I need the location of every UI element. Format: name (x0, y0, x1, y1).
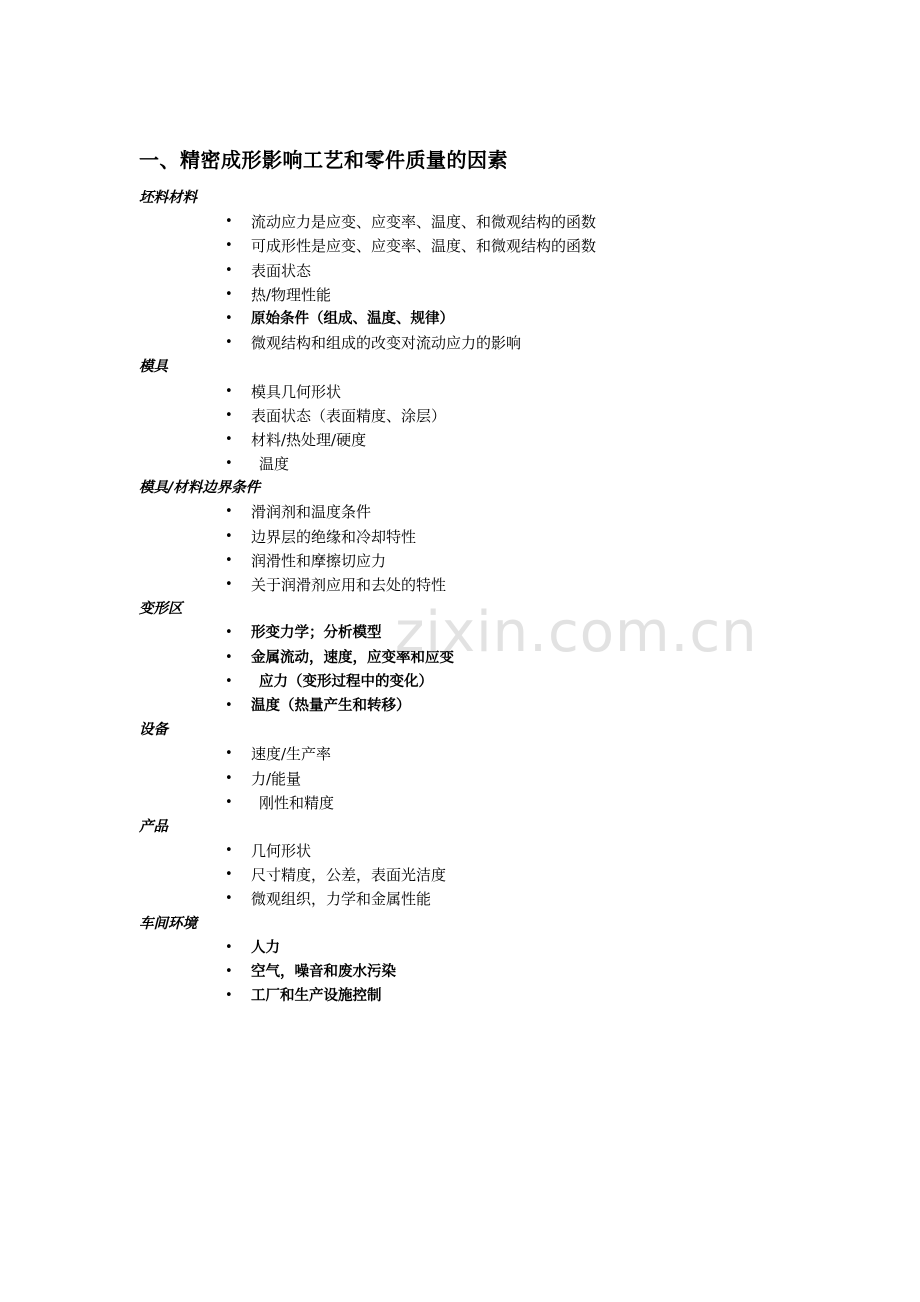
list-item (139, 887, 839, 911)
bullet-list (139, 210, 839, 355)
bullet-icon: • (225, 770, 233, 786)
section-heading: 模具 (139, 359, 168, 376)
list-item (139, 670, 839, 694)
watermark: zixin.com.cn (395, 600, 758, 665)
list-item (139, 621, 839, 645)
list-item (139, 549, 839, 573)
list-item-text: 流动应力是应变、应变率、温度、和微观结构的函数 (251, 213, 597, 232)
list-item (139, 259, 839, 283)
list-item-text: 应力（变形过程中的变化） (259, 673, 433, 690)
sections-container (139, 186, 839, 1008)
list-item-text: 边界层的绝缘和冷却特性 (251, 527, 417, 546)
section-heading: 模具/材料边界条件 (139, 480, 261, 497)
bullet-icon: • (225, 794, 233, 810)
bullet-icon: • (225, 625, 233, 641)
list-item (139, 791, 839, 815)
section-heading: 车间环境 (139, 915, 197, 932)
list-item (139, 331, 839, 355)
bullet-icon: • (225, 407, 233, 423)
bullet-icon: • (225, 867, 233, 883)
list-item (139, 984, 839, 1008)
list-item-text: 工厂和生产设施控制 (251, 988, 382, 1005)
bullet-icon: • (225, 286, 233, 302)
list-item-text: 表面状态（表面精度、涂层） (251, 406, 447, 425)
list-item (139, 863, 839, 887)
bullet-icon: • (225, 504, 233, 520)
bullet-icon: • (225, 746, 233, 762)
list-item-text: 空气，噪音和废水污染 (251, 964, 396, 980)
list-item-text: 温度 (259, 455, 290, 474)
list-item (139, 839, 839, 863)
document-body (139, 146, 839, 1008)
bullet-icon: • (225, 528, 233, 544)
list-item (139, 404, 839, 428)
list-item-text: 原始条件（组成、温度、规律） (251, 310, 454, 327)
section-heading: 设备 (139, 722, 168, 739)
list-item-text: 表面状态 (251, 261, 312, 280)
list-item (139, 500, 839, 524)
bullet-list (139, 621, 839, 718)
bullet-icon: • (225, 673, 233, 689)
bullet-icon: • (225, 988, 233, 1004)
bullet-icon: • (225, 456, 233, 472)
list-item (139, 646, 839, 670)
list-item (139, 428, 839, 452)
bullet-icon: • (225, 964, 233, 979)
bullet-icon: • (225, 310, 233, 326)
bullet-list (139, 839, 839, 912)
list-item-text: 速度/生产率 (251, 745, 332, 764)
list-item (139, 767, 839, 791)
bullet-icon: • (225, 843, 233, 859)
list-item-text: 关于润滑剂应用和去处的特性 (251, 576, 447, 594)
list-item (139, 452, 839, 476)
list-item (139, 525, 839, 549)
list-item (139, 307, 839, 331)
list-item (139, 283, 839, 307)
list-item-text: 微观组织，力学和金属性能 (251, 890, 432, 909)
list-item-text: 模具几何形状 (251, 382, 342, 401)
list-item-text: 材料/热处理/硬度 (251, 430, 367, 449)
section-heading: 变形区 (139, 601, 183, 618)
list-item (139, 694, 839, 718)
section-heading: 产品 (139, 818, 168, 835)
list-item-text: 形变力学；分析模型 (251, 625, 382, 642)
list-item-text: 刚性和精度 (259, 793, 335, 812)
list-item-text: 润滑性和摩擦切应力 (251, 551, 387, 570)
list-item-text: 热/物理性能 (251, 285, 332, 304)
bullet-list (139, 742, 839, 815)
bullet-list (139, 500, 839, 597)
list-item-text: 人力 (251, 939, 280, 956)
list-item (139, 573, 839, 597)
bullet-icon: • (225, 383, 233, 399)
list-item (139, 936, 839, 960)
list-item (139, 234, 839, 258)
bullet-icon: • (225, 238, 233, 254)
list-item (139, 210, 839, 234)
bullet-icon: • (225, 262, 233, 278)
bullet-icon: • (225, 431, 233, 447)
bullet-icon: • (225, 697, 233, 713)
list-item-text: 尺寸精度，公差，表面光洁度 (251, 866, 447, 885)
list-item-text: 几何形状 (251, 842, 312, 861)
bullet-icon: • (225, 335, 233, 351)
list-item (139, 380, 839, 404)
bullet-icon: • (225, 214, 233, 230)
bullet-icon: • (225, 552, 233, 568)
list-item-text: 力/能量 (251, 769, 302, 788)
list-item-text: 金属流动，速度，应变率和应变 (251, 649, 454, 666)
bullet-icon: • (225, 939, 233, 955)
list-item (139, 742, 839, 766)
section-heading: 坯料材料 (139, 190, 197, 206)
bullet-icon: • (225, 649, 233, 665)
page-title: 一、精密成形影响工艺和零件质量的因素 (139, 148, 508, 172)
list-item-text: 温度（热量产生和转移） (251, 697, 411, 714)
bullet-icon: • (225, 891, 233, 907)
list-item-text: 微观结构和组成的改变对流动应力的影响 (251, 334, 522, 353)
list-item-text: 滑润剂和温度条件 (251, 503, 372, 522)
bullet-icon: • (225, 577, 233, 592)
list-item-text: 可成形性是应变、应变率、温度、和微观结构的函数 (251, 237, 597, 256)
bullet-list (139, 936, 839, 1009)
list-item (139, 960, 839, 984)
bullet-list (139, 380, 839, 477)
